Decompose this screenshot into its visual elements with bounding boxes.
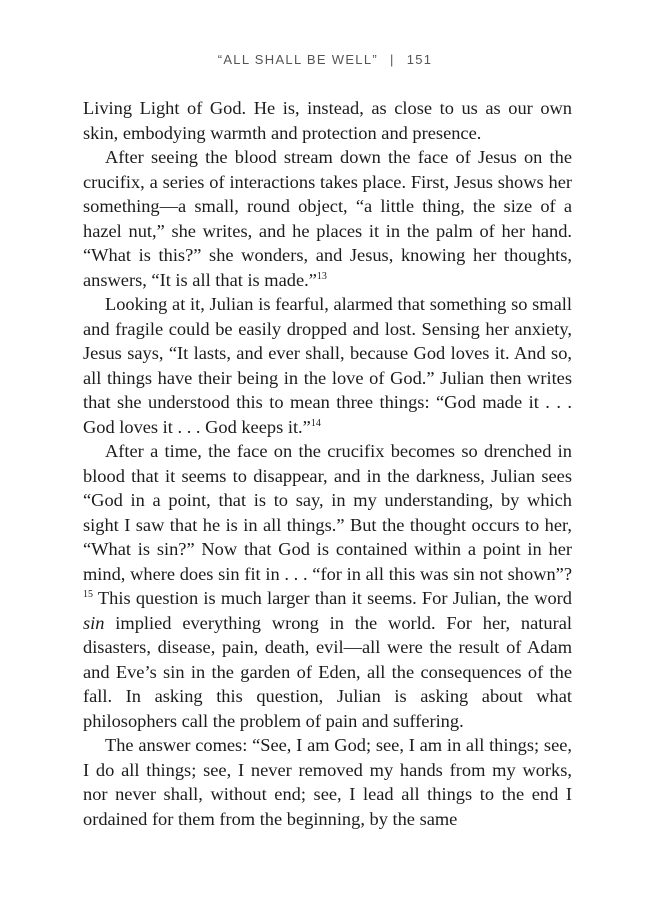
- paragraph-4: [83, 439, 572, 733]
- page-number: 151: [406, 52, 433, 67]
- paragraph-1: [83, 96, 572, 145]
- paragraph-2: [83, 145, 572, 292]
- paragraph-4-text-c: implied everything wrong in the world. For her, natural disasters, disease, pain, death, evil—all were the result of Adam and Eve’s sin in the garden of Eden, all the consequences of the fall. In asking this question, Julian is asking about what philosophers call the problem of pain and suffering.: [83, 612, 572, 731]
- paragraph-3-text: Looking at it, Julian is fearful, alarmed that something so small and fragile could be easily dropped and lost. Sensing her anxiety, Jesus says, “It lasts, and ever shall, because God loves it. And so, all things have their being in the love of God.” Julian then writes that she understood this to mean three things: “God made it . . . God loves it . . . God keeps it.”: [83, 294, 572, 437]
- footnote-ref-13[interactable]: 13: [316, 270, 327, 282]
- paragraph-4-text-b: This question is much larger than it seems. For Julian, the word: [93, 588, 572, 608]
- footnote-ref-15[interactable]: 15: [83, 588, 93, 600]
- footnote-ref-14[interactable]: 14: [310, 417, 321, 429]
- paragraph-5-text: The answer comes: “See, I am God; see, I am in all things; see, I do all things; see, I never removed my hands from my works, nor never shall, without end; see, I lead all things to the end I ordained for them from the beginning, by the same: [83, 735, 572, 829]
- running-head-title: “ALL SHALL BE WELL”: [217, 52, 378, 67]
- paragraph-5: [83, 733, 572, 831]
- running-head-separator: |: [390, 52, 395, 67]
- paragraph-1-text: Living Light of God. He is, instead, as close to us as our own skin, embodying warmth and protection and presence.: [83, 98, 572, 143]
- running-head: [0, 52, 650, 67]
- paragraph-4-text-a: After a time, the face on the crucifix becomes so drenched in blood that it seems to disappear, and in the darkness, Julian sees “God in a point, that is to say, in my understanding, by which sight I saw that he is in all things.” But the thought occurs to her, “What is sin?” Now that God is contained within a point in her mind, where does sin fit in . . . “for in all this was sin not shown”?: [83, 441, 572, 584]
- paragraph-3: [83, 292, 572, 439]
- italic-word-sin: sin: [83, 612, 105, 633]
- body-text: [83, 96, 572, 831]
- paragraph-2-text: After seeing the blood stream down the face of Jesus on the crucifix, a series of interactions takes place. First, Jesus shows her something—a small, round object, “a little thing, the size of a hazel nut,” she writes, and he places it in the palm of her hand. “What is this?” she wonders, and Jesus, knowing her thoughts, answers, “It is all that is made.”: [83, 147, 572, 290]
